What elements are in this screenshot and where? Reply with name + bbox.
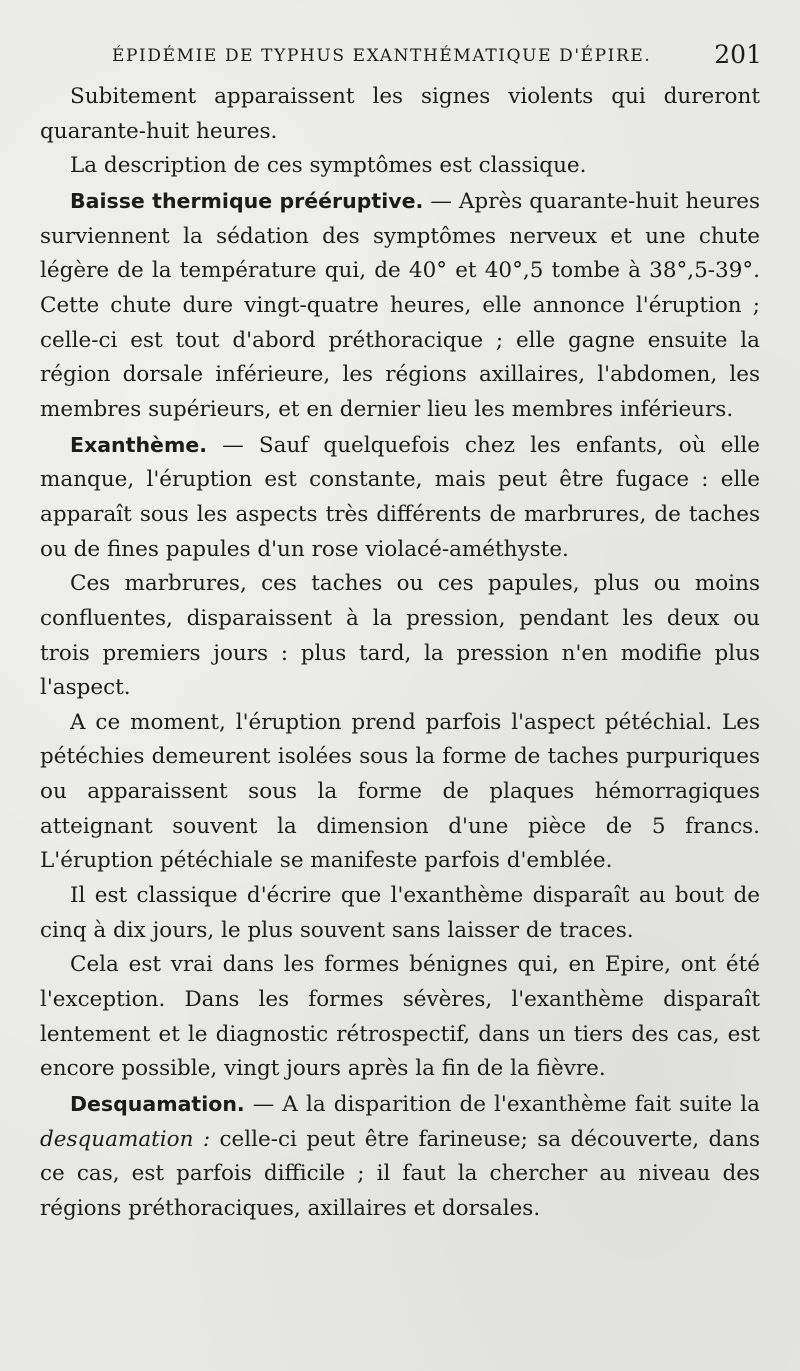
page-header (112, 40, 762, 74)
emphasis-desquamation: desquamation : (40, 1126, 211, 1152)
paragraph-marbrures (40, 567, 760, 706)
paragraph-formes-benignes (40, 948, 760, 1087)
paragraph-disparition (40, 879, 760, 948)
paragraph-baisse-thermique (40, 184, 760, 428)
paragraph-text: A ce moment, l'éruption prend parfois l'aspect pétéchial. Les pétéchies demeurent isolées sous la forme de taches purpuriques ou apparaissent sous la forme de plaques hémorragiques atteignant souvent la dimension d'une pièce de 5 francs. L'éruption pétéchiale se manifeste parfois d'emblée. (40, 709, 760, 874)
paragraph-text: — A la disparition de l'exanthème fait suite la (244, 1092, 760, 1118)
page-number: 201 (714, 40, 762, 69)
running-head: ÉPIDÉMIE DE TYPHUS EXANTHÉMATIQUE D'ÉPIRE. (112, 46, 652, 66)
paragraph-text-tail: celle-ci peut être farineuse; sa découverte, dans ce cas, est parfois difficile ; il faut la chercher au niveau des régions préthoraciques, axillaires et dorsales. (40, 1126, 760, 1221)
paragraph-text: Cela est vrai dans les formes bénignes qui, en Epire, ont été l'exception. Dans les formes sévères, l'exanthème disparaît lentement et le diagnostic rétrospectif, dans un tiers des cas, est encore possible, vingt jours après la fin de la fièvre. (40, 952, 760, 1082)
paragraph-classic (40, 149, 760, 184)
paragraph-intro (40, 80, 760, 149)
paragraph-desquamation (40, 1087, 760, 1227)
paragraph-text: Il est classique d'écrire que l'exanthème disparaît au bout de cinq à dix jours, le plus souvent sans laisser de traces. (40, 883, 760, 943)
paragraph-petechial (40, 706, 760, 879)
section-heading-exantheme: Exanthème. (70, 432, 208, 457)
section-heading-desquamation: Desquamation. (70, 1092, 245, 1117)
paragraph-text: Ces marbrures, ces taches ou ces papules, plus ou moins confluentes, disparaissent à la pression, pendant les deux ou trois premiers jours : plus tard, la pression n'en modifie plus l'aspect. (40, 571, 760, 701)
section-heading-baisse-thermique: Baisse thermique prééruptive. (70, 188, 424, 213)
paragraph-text: — Après quarante-huit heures surviennent la sédation des symptômes nerveux et une chute légère de la température qui, de 40° et 40°,5 tombe à 38°,5-39°. Cette chute dure vingt-quatre heures, elle annonce l'éruption ; celle-ci est tout d'abord préthoracique ; elle gagne ensuite la région dorsale inférieure, les régions axillaires, l'abdomen, les membres supérieurs, et en dernier lieu les membres inférieurs. (40, 188, 760, 422)
paragraph-text: — Sauf quelquefois chez les enfants, où elle manque, l'éruption est constante, mais peut être fugace : elle apparaît sous les aspects très différents de marbrures, de taches ou de fines papules d'un rose violacé-améthyste. (40, 432, 760, 562)
paragraph-exantheme (40, 428, 760, 568)
paragraph-text: La description de ces symptômes est classique. (70, 153, 587, 179)
body-text (40, 80, 760, 1227)
paragraph-text: Subitement apparaissent les signes violents qui dureront quarante-huit heures. (40, 84, 760, 144)
